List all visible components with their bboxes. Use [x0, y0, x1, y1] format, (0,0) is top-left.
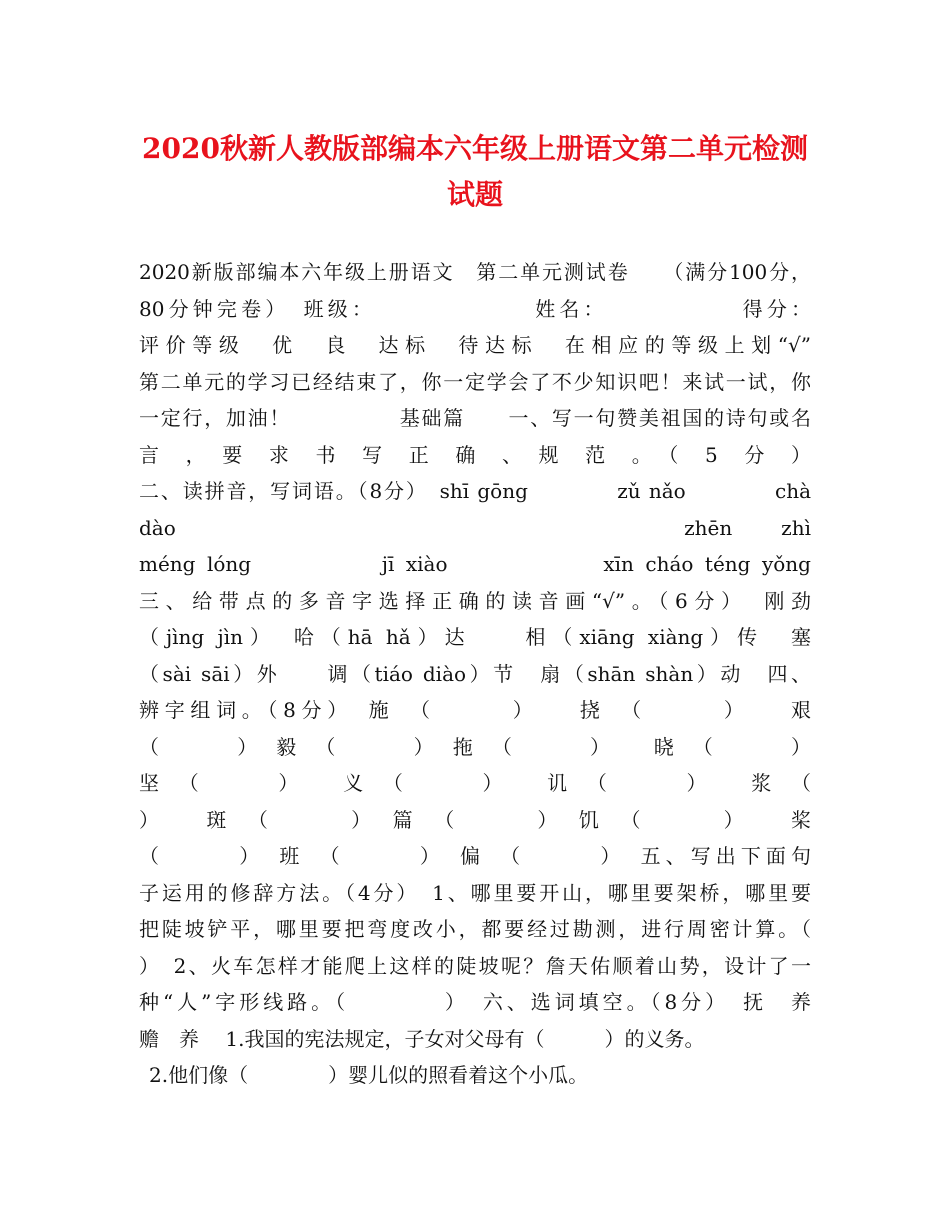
body-line: 2.他们像（ ）婴儿似的照看着这个小瓜。 — [149, 1063, 589, 1087]
body-line: 坚 （ ） 义 （ ） 讥 （ ） 浆 （ — [139, 771, 811, 795]
body-line: 言 ， 要 求 书 写 正 确 、 规 范 。 （ 5 分 ） — [139, 442, 811, 467]
body-line: ） 2、火车怎样才能爬上这样的陡坡呢？詹天佑顺着山势，设计了一 — [139, 953, 811, 978]
body-line: 2020新版部编本六年级上册语文 第二单元测试卷 （满分100分， — [139, 260, 811, 284]
document-title-line-2: 试题 — [446, 178, 503, 211]
body-line: 一定行，加油！ 基础篇 一、写一句赞美祖国的诗句或名 — [139, 406, 811, 430]
body-line: 80分钟完卷） 班级： 姓名： 得分： — [139, 296, 811, 321]
body-line: 二、读拼音，写词语。（8分） shī gōng zǔ nǎo chà — [139, 479, 811, 503]
document-body — [139, 254, 811, 1094]
body-line: 评价等级 优 良 达标 待达标 在相应的等级上划“√” — [139, 333, 811, 357]
document-title-line-1: 2020秋新人教版部编本六年级上册语文第二单元检测 — [142, 132, 808, 165]
body-line: méng lóng jī xiào xīn cháo téng yǒng — [139, 552, 811, 576]
body-line: （ ） 毅 （ ） 拖 （ ） 晓 （ ） — [139, 734, 811, 759]
body-line: 子运用的修辞方法。（4分） 1、哪里要开山，哪里要架桥，哪里要 — [139, 880, 811, 905]
body-line: dào zhēn zhì — [139, 515, 811, 540]
body-line: （sài sāi）外 调（tiáo diào）节 扇（shān shàn）动 四、 — [139, 661, 811, 686]
body-line: 辨字组词。（8分） 施 （ ） 挠 （ ） 艰 — [139, 698, 811, 722]
body-line: 三、给带点的多音字选择正确的读音画“√”。（6分） 刚劲 — [139, 588, 811, 613]
body-line: （jìng jìn） 哈（hā hǎ）达 相（xiāng xiàng）传 塞 — [139, 625, 811, 649]
body-line: 把陡坡铲平，哪里要把弯度改小，都要经过勘测，进行周密计算。（ — [139, 917, 811, 941]
body-line: （ ） 班 （ ） 偏 （ ） 五、写出下面句 — [139, 844, 811, 868]
body-line: 第二单元的学习已经结束了，你一定学会了不少知识吧！来试一试，你 — [139, 369, 811, 394]
body-line: ） 斑 （ ） 篇 （ ） 饥 （ ） 桨 — [139, 807, 811, 832]
body-line: 种“人”字形线路。（ ） 六、选词填空。（8分） 抚 养 — [139, 990, 811, 1014]
body-line: 赡 养 1.我国的宪法规定，子女对父母有（ ）的义务。 — [139, 1026, 705, 1051]
